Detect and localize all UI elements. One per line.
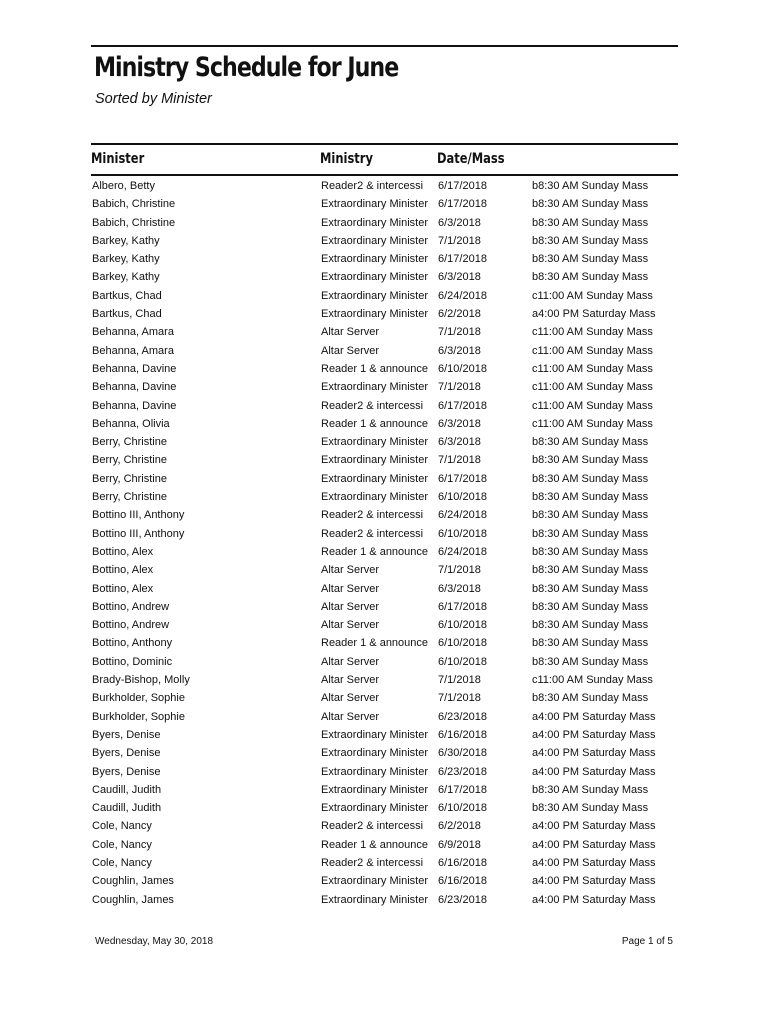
cell-minister: Behanna, Davine	[92, 381, 177, 394]
table-row	[0, 580, 768, 598]
cell-date: 6/17/2018	[438, 399, 487, 412]
cell-mass: b8:30 AM Sunday Mass	[532, 234, 649, 247]
cell-minister: Bartkus, Chad	[92, 308, 162, 321]
cell-mass: b8:30 AM Sunday Mass	[532, 655, 649, 668]
cell-mass: b8:30 AM Sunday Mass	[532, 436, 649, 449]
cell-date: 6/10/2018	[438, 655, 487, 668]
cell-mass: b8:30 AM Sunday Mass	[532, 527, 649, 540]
cell-minister: Bottino, Alex	[92, 564, 154, 577]
cell-minister: Behanna, Amara	[92, 326, 174, 339]
cell-minister: Burkholder, Sophie	[92, 710, 185, 723]
cell-ministry: Extraordinary Minister	[321, 308, 428, 321]
table-row	[0, 232, 768, 250]
table-row	[0, 799, 768, 817]
table-row	[0, 836, 768, 854]
cell-date: 6/17/2018	[438, 198, 487, 211]
cell-mass: a4:00 PM Saturday Mass	[532, 765, 656, 778]
cell-date: 6/2/2018	[438, 820, 481, 833]
cell-mass: c11:00 AM Sunday Mass	[532, 674, 653, 687]
cell-mass: a4:00 PM Saturday Mass	[532, 728, 656, 741]
cell-date: 6/17/2018	[438, 253, 487, 266]
cell-ministry: Reader2 & intercessi	[321, 180, 424, 192]
table-row	[0, 195, 768, 213]
cell-minister: Babich, Christine	[92, 216, 176, 229]
cell-ministry: Reader 1 & announce	[321, 545, 429, 558]
table-row	[0, 250, 768, 268]
column-header-minister: Minister	[91, 151, 145, 167]
cell-date: 6/3/2018	[438, 436, 481, 449]
table-row	[0, 525, 768, 543]
cell-mass: b8:30 AM Sunday Mass	[532, 216, 649, 229]
table-row	[0, 268, 768, 286]
cell-mass: c11:00 AM Sunday Mass	[532, 326, 653, 339]
cell-ministry: Reader2 & intercessi	[321, 399, 424, 412]
cell-minister: Berry, Christine	[92, 491, 167, 504]
cell-minister: Brady-Bishop, Molly	[92, 674, 190, 687]
cell-mass: b8:30 AM Sunday Mass	[532, 619, 649, 632]
cell-date: 6/30/2018	[438, 747, 487, 760]
cell-mass: a4:00 PM Saturday Mass	[532, 875, 656, 888]
cell-mass: a4:00 PM Saturday Mass	[532, 838, 656, 851]
cell-date: 6/10/2018	[438, 362, 487, 375]
table-row	[0, 451, 768, 469]
cell-date: 6/10/2018	[438, 637, 487, 650]
table-row	[0, 305, 768, 323]
cell-minister: Albero, Betty	[92, 180, 155, 192]
cell-date: 6/3/2018	[438, 417, 481, 430]
report-title: Ministry Schedule for June	[94, 52, 399, 83]
table-row	[0, 488, 768, 506]
cell-mass: b8:30 AM Sunday Mass	[532, 509, 649, 522]
cell-minister: Behanna, Davine	[92, 362, 177, 375]
table-row	[0, 506, 768, 524]
table-row	[0, 891, 768, 909]
cell-ministry: Extraordinary Minister	[321, 472, 428, 485]
cell-mass: c11:00 AM Sunday Mass	[532, 289, 653, 302]
cell-mass: a4:00 PM Saturday Mass	[532, 747, 656, 760]
cell-minister: Berry, Christine	[92, 472, 167, 485]
table-row	[0, 689, 768, 707]
cell-ministry: Extraordinary Minister	[321, 216, 428, 229]
cell-date: 6/17/2018	[438, 472, 487, 485]
table-row	[0, 616, 768, 634]
table-row	[0, 653, 768, 671]
cell-mass: b8:30 AM Sunday Mass	[532, 454, 649, 467]
table-row	[0, 360, 768, 378]
cell-date: 6/16/2018	[438, 856, 487, 869]
cell-ministry: Altar Server	[321, 674, 380, 687]
cell-date: 6/3/2018	[438, 216, 481, 229]
header-rule-bottom	[91, 174, 678, 176]
cell-mass: a4:00 PM Saturday Mass	[532, 710, 656, 723]
cell-date: 6/10/2018	[438, 619, 487, 632]
cell-ministry: Extraordinary Minister	[321, 381, 428, 394]
cell-minister: Babich, Christine	[92, 198, 176, 211]
cell-minister: Barkey, Kathy	[92, 253, 160, 266]
cell-mass: b8:30 AM Sunday Mass	[532, 637, 649, 650]
cell-ministry: Extraordinary Minister	[321, 491, 428, 504]
cell-minister: Byers, Denise	[92, 728, 161, 741]
cell-date: 6/10/2018	[438, 802, 487, 815]
table-row	[0, 287, 768, 305]
cell-ministry: Reader2 & intercessi	[321, 820, 424, 833]
cell-date: 6/23/2018	[438, 893, 487, 906]
cell-minister: Cole, Nancy	[92, 820, 152, 833]
cell-ministry: Extraordinary Minister	[321, 253, 428, 266]
table-row	[0, 708, 768, 726]
table-row	[0, 781, 768, 799]
cell-ministry: Extraordinary Minister	[321, 271, 428, 284]
cell-date: 6/24/2018	[438, 509, 487, 522]
cell-mass: b8:30 AM Sunday Mass	[532, 582, 649, 595]
cell-date: 7/1/2018	[438, 234, 481, 247]
cell-mass: b8:30 AM Sunday Mass	[532, 600, 649, 613]
cell-ministry: Altar Server	[321, 344, 380, 357]
table-row	[0, 397, 768, 415]
cell-ministry: Reader 1 & announce	[321, 417, 429, 430]
cell-date: 6/9/2018	[438, 838, 481, 851]
cell-mass: b8:30 AM Sunday Mass	[532, 271, 649, 284]
cell-minister: Bottino, Anthony	[92, 637, 173, 650]
cell-date: 6/17/2018	[438, 783, 487, 796]
cell-mass: c11:00 AM Sunday Mass	[532, 344, 653, 357]
schedule-table	[0, 177, 768, 909]
cell-date: 6/3/2018	[438, 271, 481, 284]
cell-date: 7/1/2018	[438, 692, 481, 705]
table-row	[0, 433, 768, 451]
cell-mass: c11:00 AM Sunday Mass	[532, 399, 653, 412]
cell-mass: a4:00 PM Saturday Mass	[532, 820, 656, 833]
cell-ministry: Reader 1 & announce	[321, 838, 429, 851]
cell-date: 6/24/2018	[438, 289, 487, 302]
cell-minister: Coughlin, James	[92, 893, 174, 906]
cell-date: 6/17/2018	[438, 180, 487, 192]
cell-mass: c11:00 AM Sunday Mass	[532, 381, 653, 394]
cell-minister: Behanna, Amara	[92, 344, 174, 357]
cell-date: 6/16/2018	[438, 875, 487, 888]
cell-date: 6/3/2018	[438, 582, 481, 595]
cell-minister: Byers, Denise	[92, 765, 161, 778]
cell-ministry: Extraordinary Minister	[321, 454, 428, 467]
cell-mass: b8:30 AM Sunday Mass	[532, 472, 649, 485]
cell-mass: a4:00 PM Saturday Mass	[532, 856, 656, 869]
cell-ministry: Extraordinary Minister	[321, 289, 428, 302]
cell-ministry: Extraordinary Minister	[321, 436, 428, 449]
table-row	[0, 634, 768, 652]
cell-ministry: Altar Server	[321, 326, 380, 339]
cell-date: 6/17/2018	[438, 600, 487, 613]
cell-date: 7/1/2018	[438, 454, 481, 467]
cell-ministry: Extraordinary Minister	[321, 198, 428, 211]
table-row	[0, 744, 768, 762]
cell-mass: b8:30 AM Sunday Mass	[532, 180, 649, 192]
cell-minister: Cole, Nancy	[92, 856, 152, 869]
cell-ministry: Altar Server	[321, 600, 380, 613]
cell-ministry: Reader2 & intercessi	[321, 527, 424, 540]
cell-ministry: Altar Server	[321, 655, 380, 668]
cell-minister: Cole, Nancy	[92, 838, 152, 851]
cell-minister: Bottino III, Anthony	[92, 527, 185, 540]
table-row	[0, 854, 768, 872]
footer-date: Wednesday, May 30, 2018	[95, 936, 214, 947]
cell-ministry: Extraordinary Minister	[321, 728, 428, 741]
cell-mass: a4:00 PM Saturday Mass	[532, 893, 656, 906]
cell-minister: Bartkus, Chad	[92, 289, 162, 302]
cell-mass: b8:30 AM Sunday Mass	[532, 783, 649, 796]
cell-minister: Bottino III, Anthony	[92, 509, 185, 522]
cell-ministry: Altar Server	[321, 582, 380, 595]
table-row	[0, 543, 768, 561]
cell-minister: Behanna, Davine	[92, 399, 177, 412]
cell-ministry: Extraordinary Minister	[321, 765, 428, 778]
table-row	[0, 817, 768, 835]
cell-mass: b8:30 AM Sunday Mass	[532, 802, 649, 815]
cell-mass: c11:00 AM Sunday Mass	[532, 417, 653, 430]
cell-mass: b8:30 AM Sunday Mass	[532, 545, 649, 558]
cell-date: 7/1/2018	[438, 564, 481, 577]
cell-minister: Behanna, Olivia	[92, 417, 170, 430]
cell-minister: Berry, Christine	[92, 436, 167, 449]
cell-date: 6/2/2018	[438, 308, 481, 321]
cell-date: 7/1/2018	[438, 326, 481, 339]
cell-ministry: Reader 1 & announce	[321, 637, 429, 650]
table-row	[0, 378, 768, 396]
footer-page-number: Page 1 of 5	[621, 936, 673, 947]
table-row	[0, 470, 768, 488]
cell-ministry: Altar Server	[321, 692, 380, 705]
cell-date: 6/24/2018	[438, 545, 487, 558]
cell-ministry: Extraordinary Minister	[321, 802, 428, 815]
report-subtitle: Sorted by Minister	[95, 91, 212, 107]
cell-minister: Caudill, Judith	[92, 802, 162, 815]
table-row	[0, 598, 768, 616]
cell-date: 6/3/2018	[438, 344, 481, 357]
cell-ministry: Extraordinary Minister	[321, 783, 428, 796]
table-row	[0, 872, 768, 890]
cell-minister: Bottino, Dominic	[92, 655, 173, 668]
cell-date: 7/1/2018	[438, 674, 481, 687]
cell-minister: Coughlin, James	[92, 875, 174, 888]
table-row	[0, 323, 768, 341]
table-row	[0, 671, 768, 689]
cell-date: 6/23/2018	[438, 765, 487, 778]
cell-minister: Bottino, Andrew	[92, 619, 170, 632]
column-header-date-mass: Date/Mass	[437, 151, 505, 167]
cell-ministry: Reader2 & intercessi	[321, 856, 424, 869]
cell-mass: b8:30 AM Sunday Mass	[532, 491, 649, 504]
cell-ministry: Altar Server	[321, 564, 380, 577]
cell-ministry: Reader2 & intercessi	[321, 509, 424, 522]
table-row	[0, 177, 768, 195]
table-row	[0, 342, 768, 360]
table-row	[0, 726, 768, 744]
cell-date: 6/16/2018	[438, 728, 487, 741]
cell-date: 6/10/2018	[438, 527, 487, 540]
cell-date: 7/1/2018	[438, 381, 481, 394]
cell-ministry: Extraordinary Minister	[321, 893, 428, 906]
table-row	[0, 415, 768, 433]
column-header-ministry: Ministry	[320, 151, 373, 167]
cell-date: 6/10/2018	[438, 491, 487, 504]
cell-ministry: Altar Server	[321, 619, 380, 632]
cell-ministry: Altar Server	[321, 710, 380, 723]
cell-mass: b8:30 AM Sunday Mass	[532, 692, 649, 705]
table-row	[0, 763, 768, 781]
cell-ministry: Extraordinary Minister	[321, 234, 428, 247]
cell-minister: Bottino, Andrew	[92, 600, 170, 613]
cell-mass: b8:30 AM Sunday Mass	[532, 198, 649, 211]
cell-minister: Berry, Christine	[92, 454, 167, 467]
cell-minister: Barkey, Kathy	[92, 271, 160, 284]
cell-mass: a4:00 PM Saturday Mass	[532, 308, 656, 321]
table-row	[0, 561, 768, 579]
cell-ministry: Extraordinary Minister	[321, 747, 428, 760]
cell-minister: Caudill, Judith	[92, 783, 162, 796]
cell-ministry: Reader 1 & announce	[321, 362, 429, 375]
table-row	[0, 214, 768, 232]
cell-mass: c11:00 AM Sunday Mass	[532, 362, 653, 375]
cell-minister: Barkey, Kathy	[92, 234, 160, 247]
cell-minister: Byers, Denise	[92, 747, 161, 760]
cell-ministry: Extraordinary Minister	[321, 875, 428, 888]
cell-minister: Bottino, Alex	[92, 582, 154, 595]
cell-minister: Burkholder, Sophie	[92, 692, 185, 705]
cell-mass: b8:30 AM Sunday Mass	[532, 564, 649, 577]
cell-mass: b8:30 AM Sunday Mass	[532, 253, 649, 266]
cell-date: 6/23/2018	[438, 710, 487, 723]
cell-minister: Bottino, Alex	[92, 545, 154, 558]
top-rule	[91, 45, 678, 47]
header-rule-top	[91, 143, 678, 145]
